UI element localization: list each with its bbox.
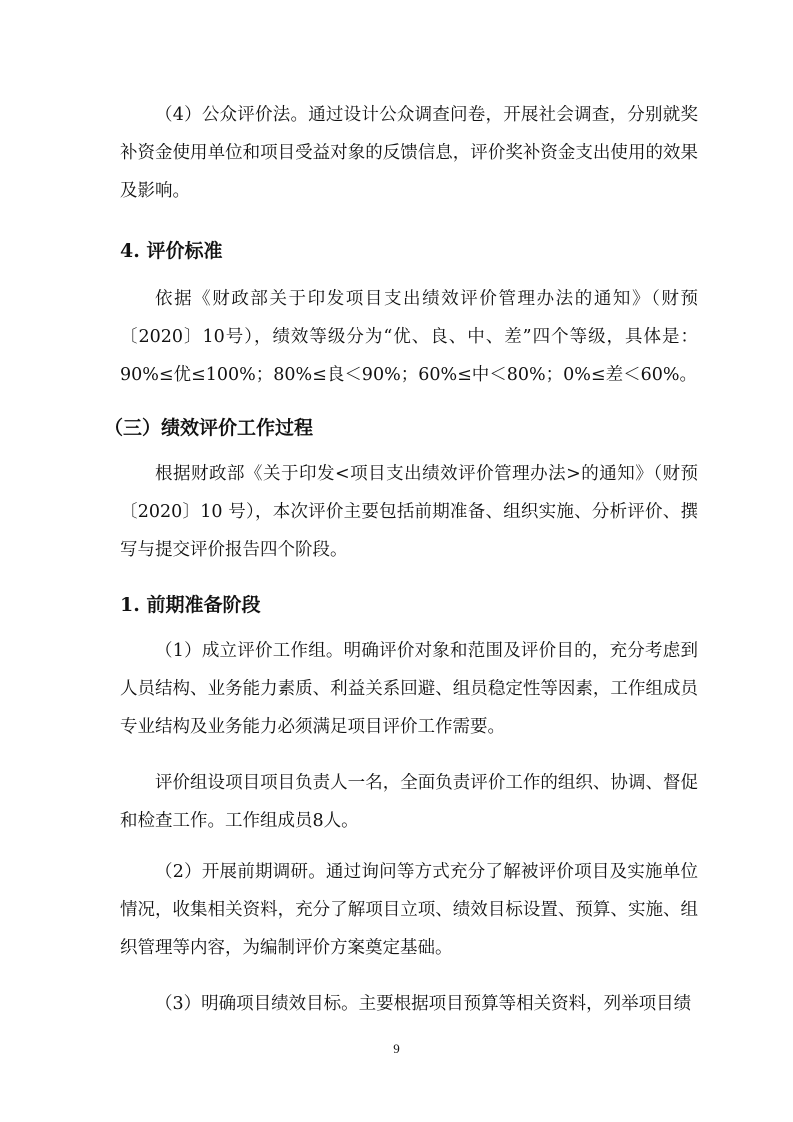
paragraph-performance-goals: （3）明确项目绩效目标。主要根据项目预算等相关资料，列举项目绩 <box>155 994 692 1014</box>
heading-preparation-stage: 1. 前期准备阶段 <box>120 594 261 616</box>
page-number: 9 <box>393 1041 400 1056</box>
paragraph-public-evaluation-method: （4）公众评价法。通过设计公众调查问卷，开展社会调查，分别就奖补资金使用单位和项目受益对象的反馈信息，评价奖补资金支出使用的效果及影响。 <box>120 105 698 201</box>
paragraph-team-members: 评价组设项目项目负责人一名，全面负责评价工作的组织、协调、督促和检查工作。工作组成员8人。 <box>120 773 698 831</box>
paragraph-evaluation-process: 根据财政部《关于印发<项目支出绩效评价管理办法>的通知》（财预〔2020〕10 号），本次评价主要包括前期准备、组织实施、分析评价、撰写与提交评价报告四个阶段。 <box>120 464 698 560</box>
heading-evaluation-standard: 4. 评价标准 <box>120 240 223 262</box>
paragraph-establish-team: （1）成立评价工作组。明确评价对象和范围及评价目的，充分考虑到人员结构、业务能力素质、利益关系回避、组员稳定性等因素，工作组成员专业结构及业务能力必须满足项目评价工作需要。 <box>120 641 698 737</box>
paragraph-evaluation-standard: 依据《财政部关于印发项目支出绩效评价管理办法的通知》（财预〔2020〕10号），绩效等级分为“优、良、中、差”四个等级，具体是：90%≤优≤100%；80%≤良＜90%；60%≤中＜80%；0%≤差＜60%。 <box>120 289 698 385</box>
heading-evaluation-process: （三）绩效评价工作过程 <box>104 417 314 439</box>
paragraph-preliminary-research: （2）开展前期调研。通过询问等方式充分了解被评价项目及实施单位情况，收集相关资料，充分了解项目立项、绩效目标设置、预算、实施、组织管理等内容，为编制评价方案奠定基础。 <box>120 862 698 958</box>
